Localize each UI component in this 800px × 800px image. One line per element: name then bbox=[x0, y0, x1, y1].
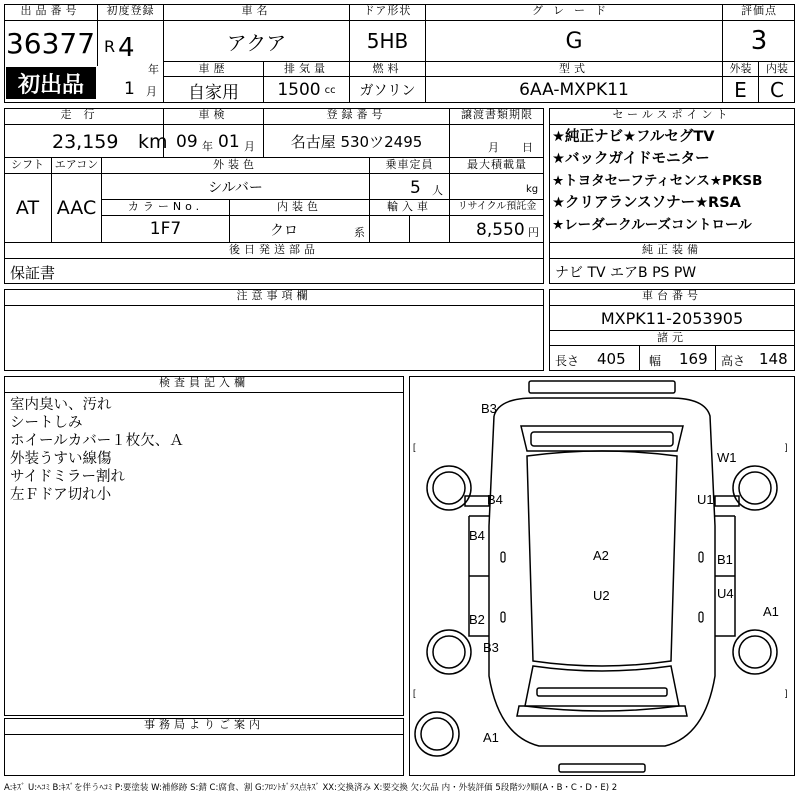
displacement-header: 排気量 bbox=[264, 62, 350, 77]
inspector-note: サイドミラー割れ bbox=[10, 469, 125, 485]
type-header: 型式 bbox=[426, 62, 723, 77]
interior-color-header: 内装色 bbox=[230, 200, 370, 216]
height-label: 高さ bbox=[721, 354, 746, 368]
sales-point: ★クリアランスソナー★RSA bbox=[552, 195, 741, 211]
inspection-header: 車検 bbox=[164, 108, 264, 125]
interior-grade-header: 内装 bbox=[759, 62, 795, 77]
damage-labels bbox=[469, 401, 779, 745]
reg-month: 1 bbox=[124, 79, 135, 99]
era-letter: R bbox=[104, 37, 116, 56]
damage-label: U1 bbox=[697, 492, 714, 507]
aircon-header: エアコン bbox=[52, 158, 102, 174]
door-value: 5HB bbox=[350, 21, 426, 61]
recycle-cell bbox=[450, 216, 544, 242]
mileage-header: 走行 bbox=[4, 108, 164, 125]
transfer-month-unit: 月 bbox=[488, 141, 499, 154]
chassis-value: MXPK11-2053905 bbox=[549, 306, 795, 331]
load-cell bbox=[450, 174, 544, 200]
damage-label: W1 bbox=[717, 450, 737, 465]
first-reg-header: 初度登録 bbox=[98, 4, 164, 21]
interior-color-unit: 系 bbox=[354, 226, 365, 239]
first-listing-badge bbox=[6, 67, 96, 99]
lot-number-header: 出品番号 bbox=[4, 4, 98, 21]
door-header: ドア形状 bbox=[350, 4, 426, 21]
damage-label: B4 bbox=[469, 528, 485, 543]
transfer-day-unit: 日 bbox=[522, 141, 533, 154]
mileage-cell bbox=[4, 125, 168, 158]
exterior-color-header: 外装色 bbox=[102, 158, 370, 174]
capacity-cell bbox=[370, 174, 450, 200]
dims-row bbox=[549, 346, 795, 371]
sales-points bbox=[549, 126, 795, 242]
recycle-value: 8,550 bbox=[476, 220, 525, 240]
year-unit: 年 bbox=[148, 63, 159, 76]
shift-value: AT bbox=[4, 174, 52, 242]
exterior-grade-header: 外装 bbox=[723, 62, 759, 77]
first-listing-text: 初出品 bbox=[17, 72, 84, 98]
score-header: 評価点 bbox=[723, 4, 795, 21]
aircon-value: AAC bbox=[52, 174, 102, 242]
svg-text:[: [ bbox=[413, 688, 416, 698]
damage-label: U2 bbox=[593, 588, 610, 603]
office-header: 事務局よりご案内 bbox=[4, 718, 404, 735]
svg-text:]: ] bbox=[785, 688, 788, 698]
notes-header: 注意事項欄 bbox=[4, 289, 544, 306]
damage-label: A1 bbox=[483, 730, 499, 745]
month-unit: 月 bbox=[146, 85, 157, 98]
capacity-header: 乗車定員 bbox=[370, 158, 450, 174]
damage-label: B1 bbox=[717, 552, 733, 567]
dims-header: 諸元 bbox=[549, 331, 795, 346]
import-cell-a bbox=[370, 216, 410, 242]
transfer-header: 譲渡書類期限 bbox=[450, 108, 544, 125]
inspection-cell bbox=[164, 125, 264, 158]
damage-label: A1 bbox=[763, 604, 779, 619]
shift-header: シフト bbox=[4, 158, 52, 174]
dims-sep bbox=[639, 346, 640, 371]
lot-number: 36377 bbox=[4, 21, 98, 66]
model-name: アクア bbox=[164, 21, 350, 61]
car-outline bbox=[465, 381, 739, 772]
height-value: 148 bbox=[759, 350, 788, 368]
equipment-header: 純正装備 bbox=[549, 243, 795, 259]
inspector-header: 検査員記入欄 bbox=[4, 376, 404, 393]
inspection-year-unit: 年 bbox=[202, 140, 213, 153]
interior-color-cell bbox=[230, 216, 370, 242]
mileage-unit: km bbox=[138, 131, 168, 153]
equipment-value: ナビ TV エアB PS PW bbox=[555, 265, 697, 281]
damage-label: U4 bbox=[717, 586, 734, 601]
interior-grade: C bbox=[770, 78, 784, 102]
sales-point: ★純正ナビ★フルセグTV bbox=[552, 129, 715, 145]
svg-text:]: ] bbox=[785, 442, 788, 452]
transfer-cell bbox=[450, 125, 544, 158]
grade-header: グレード bbox=[426, 4, 723, 21]
model-name-header: 車名 bbox=[164, 4, 350, 21]
sales-point: ★トヨタセーフティセンス★PKSB bbox=[552, 173, 763, 189]
length-label: 長さ bbox=[555, 354, 580, 368]
width-value: 169 bbox=[679, 350, 708, 368]
history-header: 車歴 bbox=[164, 62, 264, 77]
sales-header: セールスポイント bbox=[549, 108, 795, 125]
inspection-year: 09 bbox=[176, 132, 198, 152]
inspection-month: 01 bbox=[218, 132, 240, 152]
fuel-header: 燃料 bbox=[350, 62, 426, 77]
displacement-value: 1500 bbox=[277, 80, 321, 100]
dims-sep bbox=[715, 346, 716, 371]
mileage-value: 23,159 bbox=[52, 131, 119, 153]
import-header: 輸入車 bbox=[370, 200, 450, 216]
svg-text:[: [ bbox=[413, 442, 416, 452]
damage-label: B3 bbox=[483, 640, 499, 655]
inspector-note: ホイールカバー１枚欠、Ａ bbox=[10, 433, 184, 449]
exterior-grade: E bbox=[723, 77, 759, 103]
inspector-note: 左Ｆドア切れ小 bbox=[10, 487, 112, 503]
color-no-header: カラーNo. bbox=[102, 200, 230, 216]
capacity-unit: 人 bbox=[432, 184, 443, 197]
displacement-cell bbox=[264, 77, 350, 103]
recycle-unit: 円 bbox=[528, 226, 539, 239]
reg-year: 4 bbox=[118, 33, 135, 63]
interior-color-value: クロ bbox=[270, 223, 298, 239]
history-value: 自家用 bbox=[164, 77, 264, 103]
length-value: 405 bbox=[597, 350, 626, 368]
damage-label: B2 bbox=[469, 612, 485, 627]
capacity-value: 5 bbox=[410, 178, 421, 198]
damage-label: B3 bbox=[481, 401, 497, 416]
recycle-header: リサイクル預託金 bbox=[450, 200, 544, 216]
car-damage-diagram bbox=[409, 376, 795, 776]
inspector-note: 室内臭い、汚れ bbox=[10, 397, 112, 413]
fuel-value: ガソリン bbox=[350, 77, 426, 103]
plate-header: 登録番号 bbox=[264, 108, 450, 125]
grade-value: G bbox=[426, 21, 723, 61]
inspector-notes bbox=[6, 396, 402, 504]
exterior-color-value: シルバー bbox=[102, 174, 370, 200]
first-reg-cell bbox=[98, 21, 164, 103]
damage-label: A2 bbox=[593, 548, 609, 563]
inspector-note: シートしみ bbox=[10, 415, 83, 431]
plate-value: 名古屋 530ツ2495 bbox=[264, 125, 450, 158]
score-value: 3 bbox=[750, 26, 768, 56]
color-no-value: 1F7 bbox=[102, 216, 230, 242]
inspector-note: 外装うすい線傷 bbox=[10, 451, 112, 467]
sales-point: ★バックガイドモニター bbox=[552, 151, 710, 167]
damage-label: B4 bbox=[487, 492, 503, 507]
load-unit: kg bbox=[526, 184, 539, 195]
inspection-month-unit: 月 bbox=[244, 140, 255, 153]
later-parts-header: 後日発送部品 bbox=[4, 243, 544, 259]
displacement-unit: cc bbox=[324, 84, 336, 96]
width-label: 幅 bbox=[649, 354, 662, 368]
later-parts-value: 保証書 bbox=[10, 264, 56, 282]
chassis-header: 車台番号 bbox=[549, 289, 795, 306]
sales-point: ★レーダークルーズコントロール bbox=[552, 217, 752, 233]
type-value: 6AA-MXPK11 bbox=[426, 77, 723, 103]
import-cell-b bbox=[410, 216, 450, 242]
legend: A:ｷｽﾞ U:ﾍｺﾐ B:ｷｽﾞを伴うﾍｺﾐ P:要塗装 W:補修跡 S:錆 C:腐食、割 G:ﾌﾛﾝﾄｶﾞﾗｽ点ｷｽﾞ XX:交換済み X:要交換 欠:欠品 内・外装評価 5段階ﾗﾝｸ順(A・B・C・D・E) 2 bbox=[4, 783, 618, 793]
load-header: 最大積載量 bbox=[450, 158, 544, 174]
